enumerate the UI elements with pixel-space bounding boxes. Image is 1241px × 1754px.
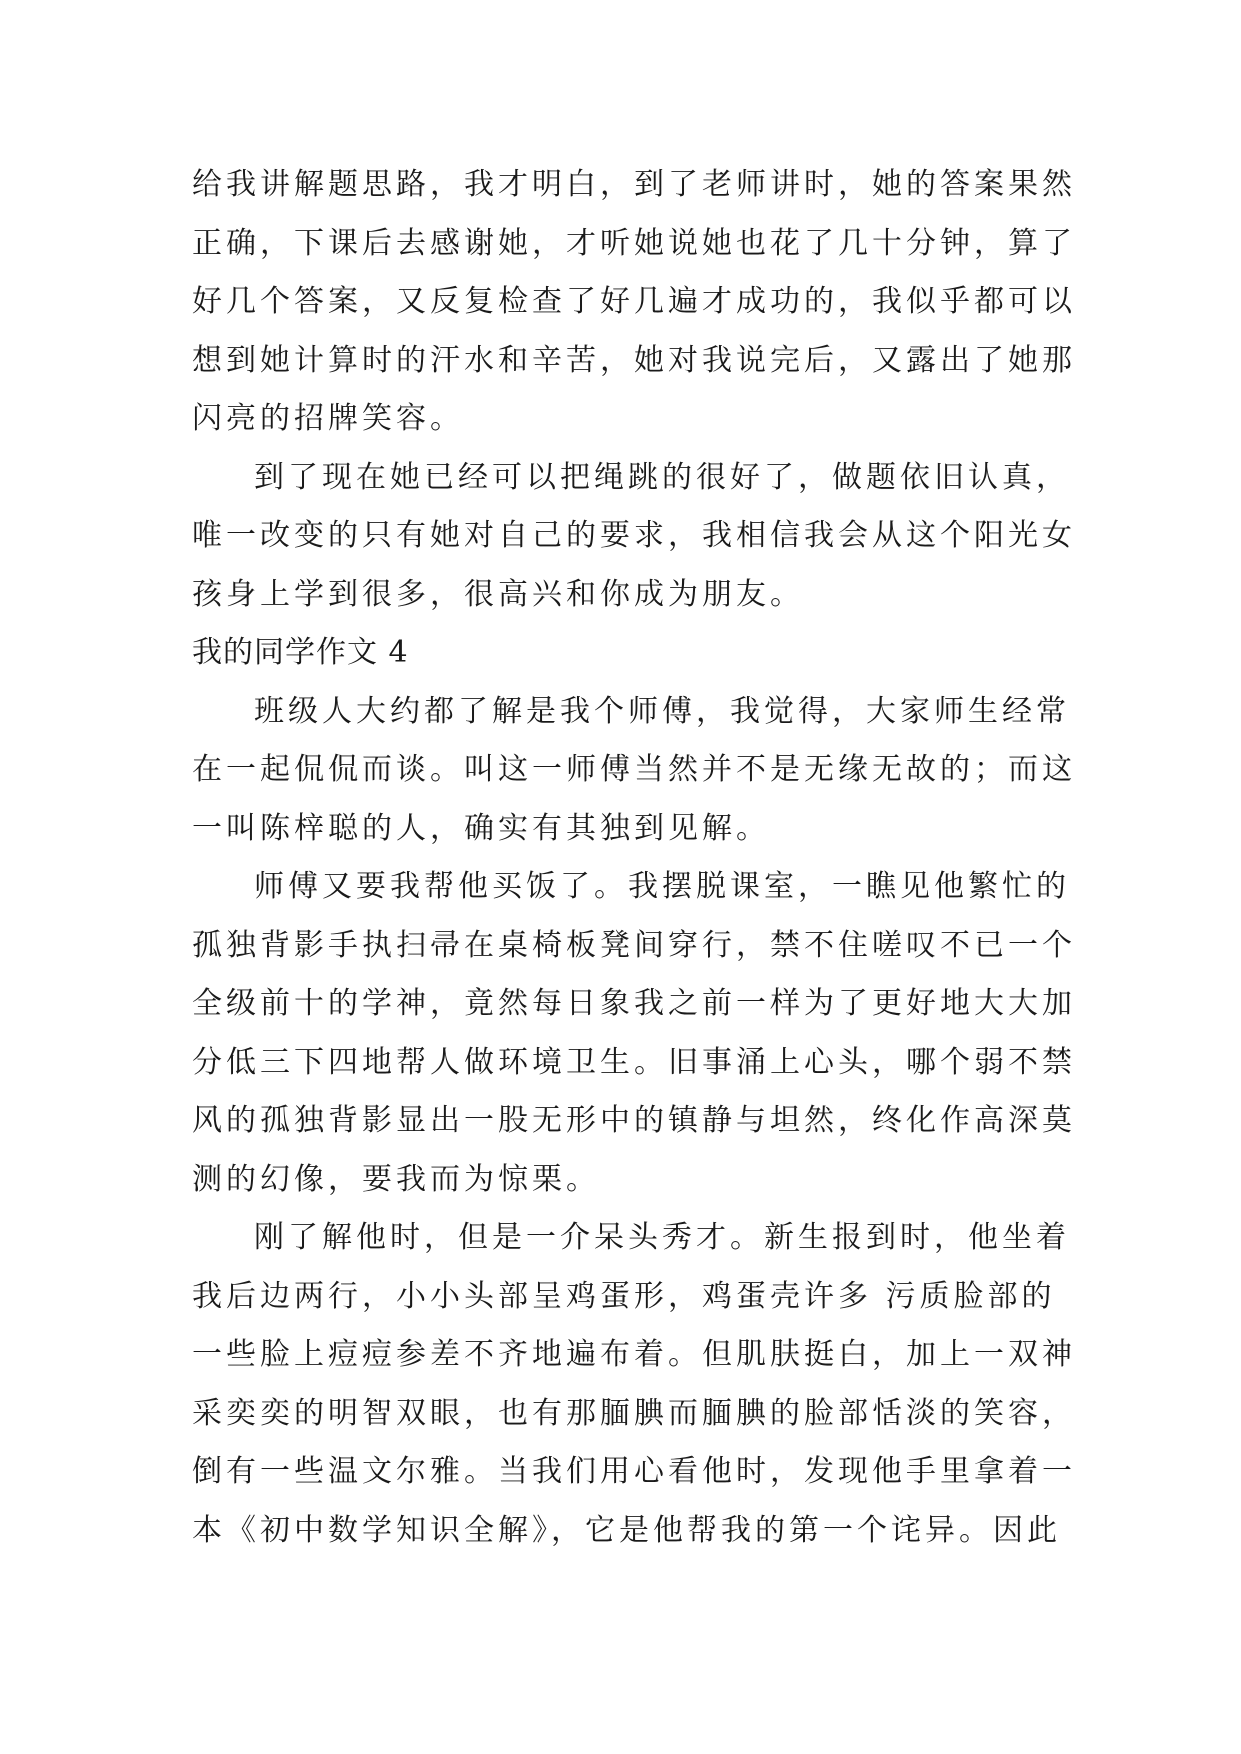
text-line: 闪亮的招牌笑容。 [192,401,464,436]
text-line: 孤独背影手执扫帚在桌椅板凳间穿行，禁不住嗟叹不已一个 [192,927,1076,963]
text-line: 想到她计算时的汗水和辛苦，她对我说完后，又露出了她那 [192,342,1076,378]
text-line: 正确，下课后去感谢她，才听她说她也花了几十分钟，算了 [192,225,1076,261]
text-line: 在一起侃侃而谈。叫这一师傅当然并不是无缘无故的；而这 [192,752,1076,787]
text-line: 我后边两行，小小头部呈鸡蛋形，鸡蛋壳许多 污质脸部的 [192,1278,1056,1314]
paragraph-first-line: 师傅又要我帮他买饭了。我摆脱课室，一瞧见他繁忙的 [254,869,1070,904]
paragraph-first-line: 班级人大约都了解是我个师傅，我觉得，大家师生经常 [254,693,1070,729]
text-line: 采奕奕的明智双眼，也有那腼腆而腼腆的脸部恬淡的笑容， [192,1395,1076,1431]
text-line: 孩身上学到很多，很高兴和你成为朋友。 [192,576,804,612]
section-heading: 我的同学作文 4 [192,635,409,670]
text-line: 给我讲解题思路，我才明白，到了老师讲时，她的答案果然 [192,167,1076,202]
text-line: 倒有一些温文尔雅。当我们用心看他时，发现他手里拿着一 [192,1454,1076,1489]
paragraph-first-line: 到了现在她已经可以把绳跳的很好了，做题依旧认真， [254,459,1070,495]
paragraph-first-line: 刚了解他时，但是一介呆头秀才。新生报到时，他坐着 [254,1220,1070,1255]
text-line: 全级前十的学神，竟然每日象我之前一样为了更好地大大加 [192,986,1076,1021]
text-line: 一叫陈梓聪的人，确实有其独到见解。 [192,810,770,846]
text-line: 风的孤独背影显出一股无形中的镇静与坦然，终化作高深莫 [192,1103,1076,1138]
text-line: 唯一改变的只有她对自己的要求，我相信我会从这个阳光女 [192,518,1076,553]
text-line: 分低三下四地帮人做环境卫生。旧事涌上心头，哪个弱不禁 [192,1044,1076,1080]
text-line: 好几个答案，又反复检查了好几遍才成功的，我似乎都可以 [192,284,1076,319]
text-line: 测的幻像，要我而为惊栗。 [192,1161,600,1197]
text-line: 一些脸上痘痘参差不齐地遍布着。但肌肤挺白，加上一双神 [192,1337,1076,1372]
document-body [192,156,1076,1560]
text-line: 本《初中数学知识全解》，它是他帮我的第一个诧异。因此 [192,1512,1061,1548]
